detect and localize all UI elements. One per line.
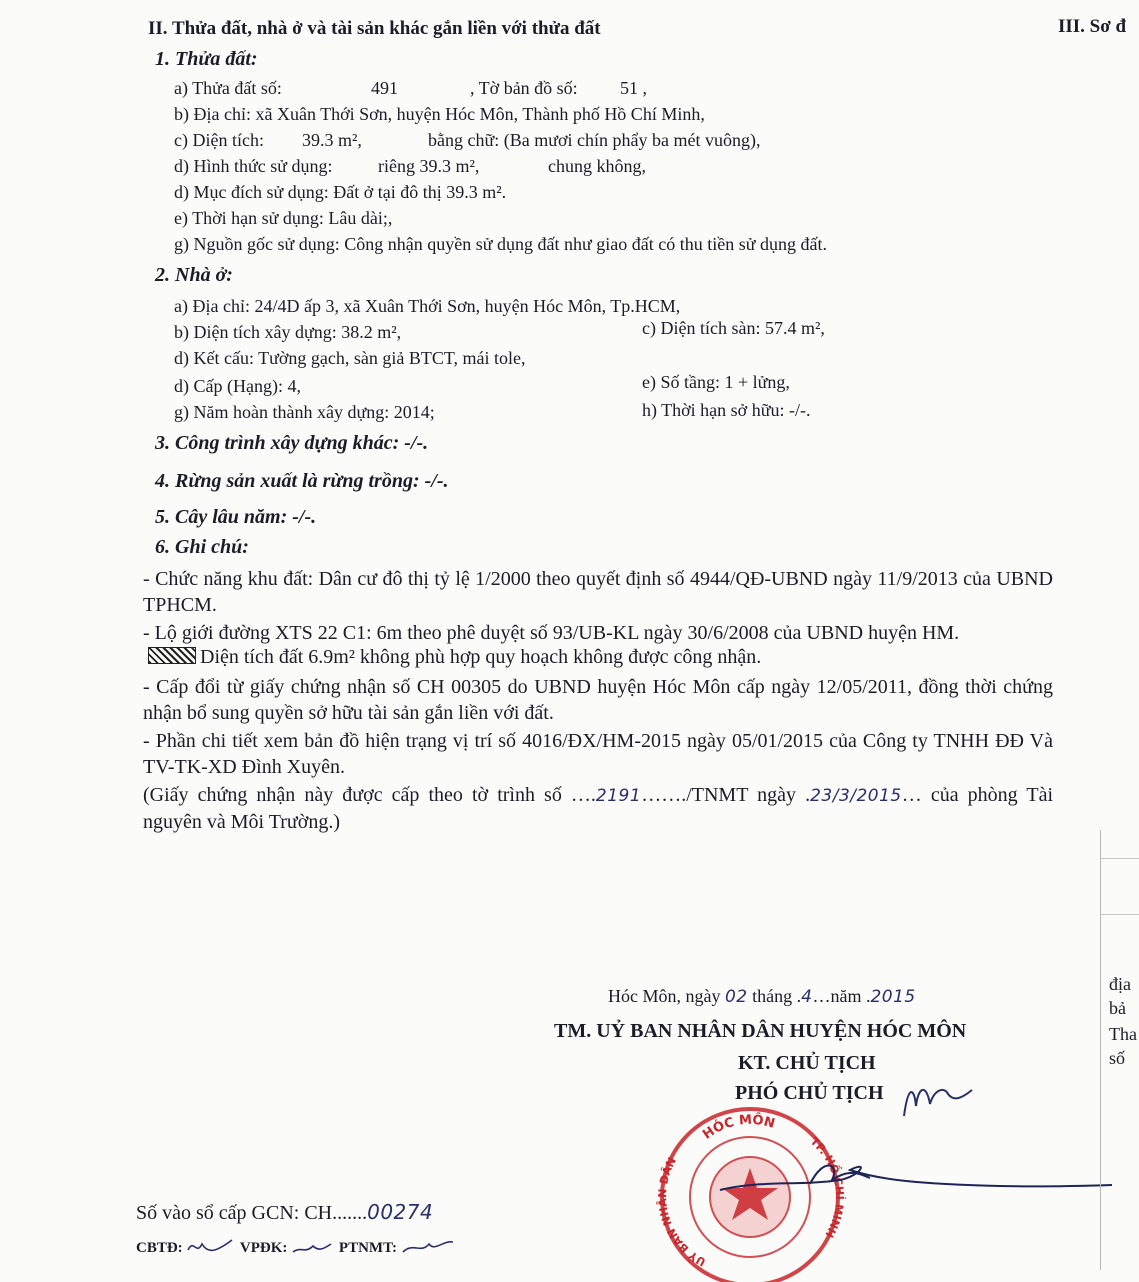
land-heading: 1. Thửa đất:: [155, 48, 258, 70]
sign-month: 4: [801, 987, 813, 1007]
ownership-term: h) Thời hạn sở hữu: -/-.: [642, 400, 811, 420]
note-hatched-text: Diện tích đất 6.9m² không phù hợp quy hoạch không được công nhận.: [200, 646, 762, 668]
area-label: c) Diện tích:: [174, 130, 264, 150]
house-structure: d) Kết cấu: Tường gạch, sàn giả BTCT, mái tole,: [174, 348, 526, 368]
issuance-date: 23/3/2015: [810, 786, 902, 806]
note-road-boundary: - Lộ giới đường XTS 22 C1: 6m theo phê duyệt số 93/UB-KL ngày 30/6/2008 của UBND huyện HM.: [143, 622, 960, 644]
land-term: e) Thời hạn sử dụng: Lâu dài;,: [174, 208, 393, 228]
strip-text-4: số: [1109, 1048, 1126, 1068]
committee-title: TM. UỶ BAN NHÂN DÂN HUYỆN HÓC MÔN: [554, 1020, 967, 1042]
registry-book: [136, 1200, 433, 1225]
sign-year-label: …năm .: [812, 986, 871, 1006]
floor-area: c) Diện tích sàn: 57.4 m²,: [642, 318, 825, 338]
note-issuance: [143, 782, 1053, 835]
use-form-private: riêng 39.3 m²,: [378, 156, 480, 176]
seal-right-text: TP. HỒ CHÍ MINH: [807, 1134, 847, 1240]
signature-scribble: [700, 1150, 1120, 1220]
other-construction: 3. Công trình xây dựng khác: -/-.: [155, 432, 429, 454]
perennial-trees: 5. Cây lâu năm: -/-.: [155, 506, 317, 528]
strip-text-1: địa: [1109, 974, 1131, 994]
issuance-mid: ……./TNMT ngày .: [641, 784, 811, 806]
initials-scribble: [900, 1076, 980, 1126]
note-reissue: - Cấp đổi từ giấy chứng nhận số CH 00305 do UBND huyện Hóc Môn cấp ngày 12/05/2011, đồng thời chứng nhận bổ sung quyền sở hữu tài sản gắn liền với đất.: [143, 676, 1053, 724]
cbtd-label: CBTĐ:: [136, 1240, 183, 1256]
ptnmt-signature: [401, 1236, 457, 1258]
next-section-title: III. Sơ đ: [1058, 16, 1127, 37]
seal-top-text: HÓC MÔN: [700, 1112, 777, 1143]
use-form-label: d) Hình thức sử dụng:: [174, 156, 333, 176]
map-sheet-label: , Tờ bản đồ số:: [470, 78, 578, 98]
land-origin: g) Nguồn gốc sử dụng: Công nhận quyền sử dụng đất như giao đất có thu tiền sử dụng đất.: [174, 234, 827, 254]
parcel-label: a) Thửa đất số:: [174, 78, 282, 98]
strip-text-3: Tha: [1109, 1024, 1137, 1044]
cbtd-signature: [186, 1236, 236, 1258]
production-forest: 4. Rừng sản xuất là rừng trồng: -/-.: [155, 470, 449, 492]
house-grade: d) Cấp (Hạng): 4,: [174, 376, 301, 396]
sign-date: [608, 986, 916, 1007]
registry-book-label: Số vào sổ cấp GCN: CH.......: [136, 1202, 368, 1224]
registry-book-number: 00274: [367, 1200, 434, 1224]
build-area: b) Diện tích xây dựng: 38.2 m²,: [174, 322, 402, 342]
registry-approvals: [136, 1236, 457, 1258]
strip-text-2: bả: [1109, 998, 1126, 1018]
hatch-legend-icon: [148, 647, 196, 664]
sign-year: 2015: [870, 987, 916, 1007]
for-chairman: KT. CHỦ TỊCH: [738, 1052, 876, 1074]
area-value: 39.3 m²,: [302, 130, 362, 150]
sign-month-label: tháng .: [752, 986, 802, 1006]
vpdk-label: VPĐK:: [239, 1240, 288, 1256]
land-purpose: d) Mục đích sử dụng: Đất ở tại đô thị 39.3 m².: [174, 182, 507, 202]
house-floors: e) Số tầng: 1 + lửng,: [642, 372, 790, 392]
note-hatched: [148, 646, 761, 669]
issuance-number: 2191: [595, 786, 642, 806]
issuance-suffix: … của phòng Tài nguyên và Môi Trường.): [143, 784, 1054, 833]
year-built: g) Năm hoàn thành xây dựng: 2014;: [174, 402, 435, 422]
section-title: II. Thửa đất, nhà ở và tài sản khác gắn liền với thửa đất: [148, 18, 601, 39]
vice-chairman: PHÓ CHỦ TỊCH: [735, 1082, 884, 1104]
strip-rule: [1101, 858, 1139, 859]
land-address: b) Địa chỉ: xã Xuân Thới Sơn, huyện Hóc Môn, Thành phố Hồ Chí Minh,: [174, 104, 705, 124]
use-form-shared: chung không,: [548, 156, 646, 176]
note-land-function: - Chức năng khu đất: Dân cư đô thị tỷ lệ 1/2000 theo quyết định số 4944/QĐ-UBND ngày 11/9/2013 của UBND TPHCM.: [143, 568, 1053, 616]
ptnmt-label: PTNMT:: [338, 1240, 397, 1256]
house-heading: 2. Nhà ở:: [155, 264, 233, 286]
adjacent-page-strip: [1100, 830, 1139, 1270]
vpdk-signature: [291, 1236, 335, 1258]
parcel-value: 491: [371, 78, 398, 98]
area-words: bằng chữ: (Ba mươi chín phẩy ba mét vuông),: [428, 130, 761, 150]
issuance-prefix: (Giấy chứng nhận này được cấp theo tờ trình số ….: [143, 784, 596, 806]
house-address: a) Địa chỉ: 24/4D ấp 3, xã Xuân Thới Sơn, huyện Hóc Môn, Tp.HCM,: [174, 296, 681, 316]
seal-left-text: UỶ BAN NHÂN DÂN: [656, 1155, 708, 1269]
strip-rule: [1101, 914, 1139, 915]
note-detail-map: - Phần chi tiết xem bản đồ hiện trạng vị trí số 4016/ĐX/HM-2015 ngày 05/01/2015 của Công ty TNHH ĐĐ Và TV-TK-XD Đình Xuyên.: [143, 730, 1053, 778]
map-sheet-value: 51 ,: [620, 78, 647, 98]
notes-heading: 6. Ghi chú:: [155, 536, 249, 558]
sign-place: Hóc Môn, ngày: [608, 986, 721, 1006]
sign-day: 02: [724, 987, 748, 1007]
